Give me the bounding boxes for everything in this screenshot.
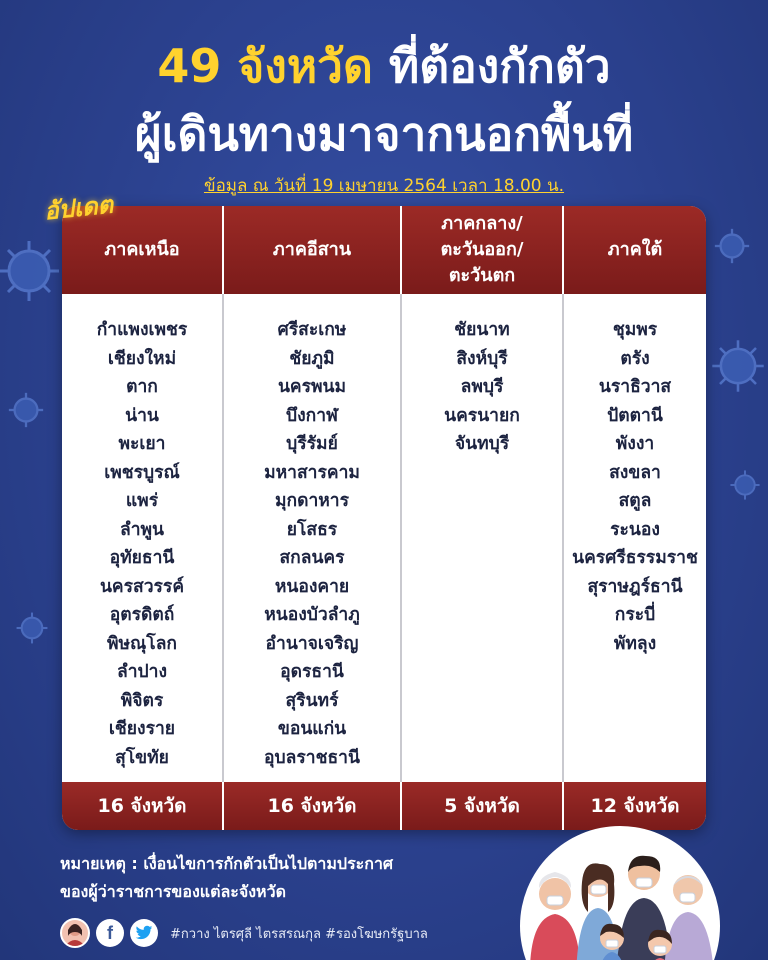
province-item: พิษณุโลก — [106, 633, 178, 654]
virus-icon — [728, 468, 762, 502]
update-tag: อัปเดต — [42, 190, 115, 226]
total-central: 5 จังหวัด — [402, 782, 564, 830]
headline-highlight: 49 จังหวัด — [157, 39, 373, 93]
province-item: หนองคาย — [274, 576, 350, 597]
footnote-line: หมายเหตุ : เงื่อนไขการกักตัวเป็นไปตามประกาศ — [60, 854, 394, 873]
bird-icon — [135, 925, 153, 941]
total-north: 16 จังหวัด — [62, 782, 224, 830]
headline-line1 — [0, 38, 768, 94]
total-south: 12 จังหวัด — [590, 795, 680, 817]
province-item: กระบี่ — [614, 605, 656, 625]
province-item: ลำปาง — [116, 662, 168, 682]
province-item: น่าน — [125, 405, 159, 426]
province-item: นครนายก — [444, 405, 520, 426]
virus-icon — [712, 226, 752, 266]
hashtags: #กวาง ไตรศุลี ไตรสรณกุล #รองโฆษกรัฐบาล — [170, 926, 428, 942]
person-icon — [62, 920, 88, 946]
table-footer — [62, 782, 706, 830]
province-table — [62, 206, 706, 830]
header-central — [402, 206, 564, 294]
province-item: เพชรบูรณ์ — [104, 462, 180, 483]
province-item: มุกดาหาร — [274, 491, 350, 511]
column-north — [62, 294, 224, 782]
table-header — [62, 206, 706, 294]
province-item: ขอนแก่น — [277, 719, 347, 739]
province-item: เชียงราย — [108, 719, 176, 739]
province-item: แพร่ — [125, 491, 159, 511]
province-item: สุรินทร์ — [285, 690, 339, 711]
province-item: ระนอง — [610, 519, 660, 540]
province-item: กำแพงเพชร — [96, 320, 188, 340]
family-masks-icon — [520, 826, 720, 960]
province-item: ตาก — [126, 377, 158, 397]
province-item: ปัตตานี — [607, 405, 663, 426]
avatar — [60, 918, 90, 948]
headline-rest: ที่ต้องกักตัว — [388, 39, 611, 93]
province-item: ลำพูน — [119, 519, 165, 540]
province-item: พิจิตร — [120, 690, 164, 711]
social-bar — [60, 918, 428, 948]
province-item: ยโสธร — [286, 519, 338, 540]
province-item: ชุมพร — [612, 320, 658, 340]
virus-icon — [0, 236, 64, 306]
data-timestamp: ข้อมูล ณ วันที่ 19 เมษายน 2564 เวลา 18.00 น. — [203, 176, 565, 196]
province-item: นครพนม — [277, 377, 347, 397]
province-item: นราธิวาส — [598, 377, 672, 397]
virus-icon — [708, 336, 768, 396]
virus-icon — [14, 610, 50, 646]
headline-line2: ผู้เดินทางมาจากนอกพื้นที่ — [134, 107, 634, 161]
province-item: ศรีสะเกษ — [277, 320, 347, 340]
column-south — [564, 294, 706, 782]
province-item: จันทบุรี — [454, 434, 510, 454]
province-item: สตูล — [618, 491, 652, 511]
province-item: สิงห์บุรี — [456, 348, 508, 369]
header-northeast: ภาคอีสาน — [224, 206, 402, 294]
province-item: บึงกาฬ — [285, 405, 339, 426]
header-south: ภาคใต้ — [607, 239, 663, 260]
table-body — [62, 294, 706, 782]
province-item: อำนาจเจริญ — [265, 633, 359, 654]
province-item: อุบลราชธานี — [264, 747, 360, 768]
province-item: สงขลา — [609, 462, 661, 483]
column-northeast — [224, 294, 402, 782]
header-central-line: ตะวันตก — [448, 265, 516, 286]
province-item: มหาสารคาม — [264, 462, 360, 483]
province-item: อุตรดิตถ์ — [109, 605, 175, 625]
header-central-line: ภาคกลาง/ — [441, 213, 523, 234]
facebook-icon[interactable]: f — [96, 919, 124, 947]
province-item: สุราษฎร์ธานี — [587, 576, 683, 597]
footnote-line: ของผู้ว่าราชการของแต่ละจังหวัด — [60, 882, 286, 901]
province-item: สุโขทัย — [115, 747, 169, 768]
total-northeast: 16 จังหวัด — [224, 782, 402, 830]
province-item: พังงา — [615, 434, 655, 454]
province-item: ลพบุรี — [460, 377, 504, 397]
province-item: เชียงใหม่ — [107, 348, 177, 369]
header-central-line: ตะวันออก/ — [440, 239, 524, 260]
province-item: ชัยภูมิ — [289, 348, 335, 369]
province-item: ชัยนาท — [454, 320, 510, 340]
province-item: นครสวรรค์ — [99, 576, 185, 597]
province-item: หนองบัวลำภู — [264, 605, 360, 625]
province-item: นครศรีธรรมราช — [572, 548, 698, 568]
province-item: สกลนคร — [279, 548, 345, 568]
province-item: อุดรธานี — [280, 662, 344, 682]
header-north: ภาคเหนือ — [62, 206, 224, 294]
province-item: อุทัยธานี — [109, 548, 175, 568]
province-item: พะเยา — [118, 434, 166, 454]
footnote — [60, 850, 490, 906]
province-item: พัทลุง — [613, 633, 657, 654]
province-item: บุรีรัมย์ — [286, 434, 338, 454]
twitter-icon[interactable] — [130, 919, 158, 947]
province-item: ตรัง — [620, 348, 650, 369]
family-illustration — [520, 826, 720, 960]
virus-icon — [6, 390, 46, 430]
column-central — [402, 294, 564, 782]
